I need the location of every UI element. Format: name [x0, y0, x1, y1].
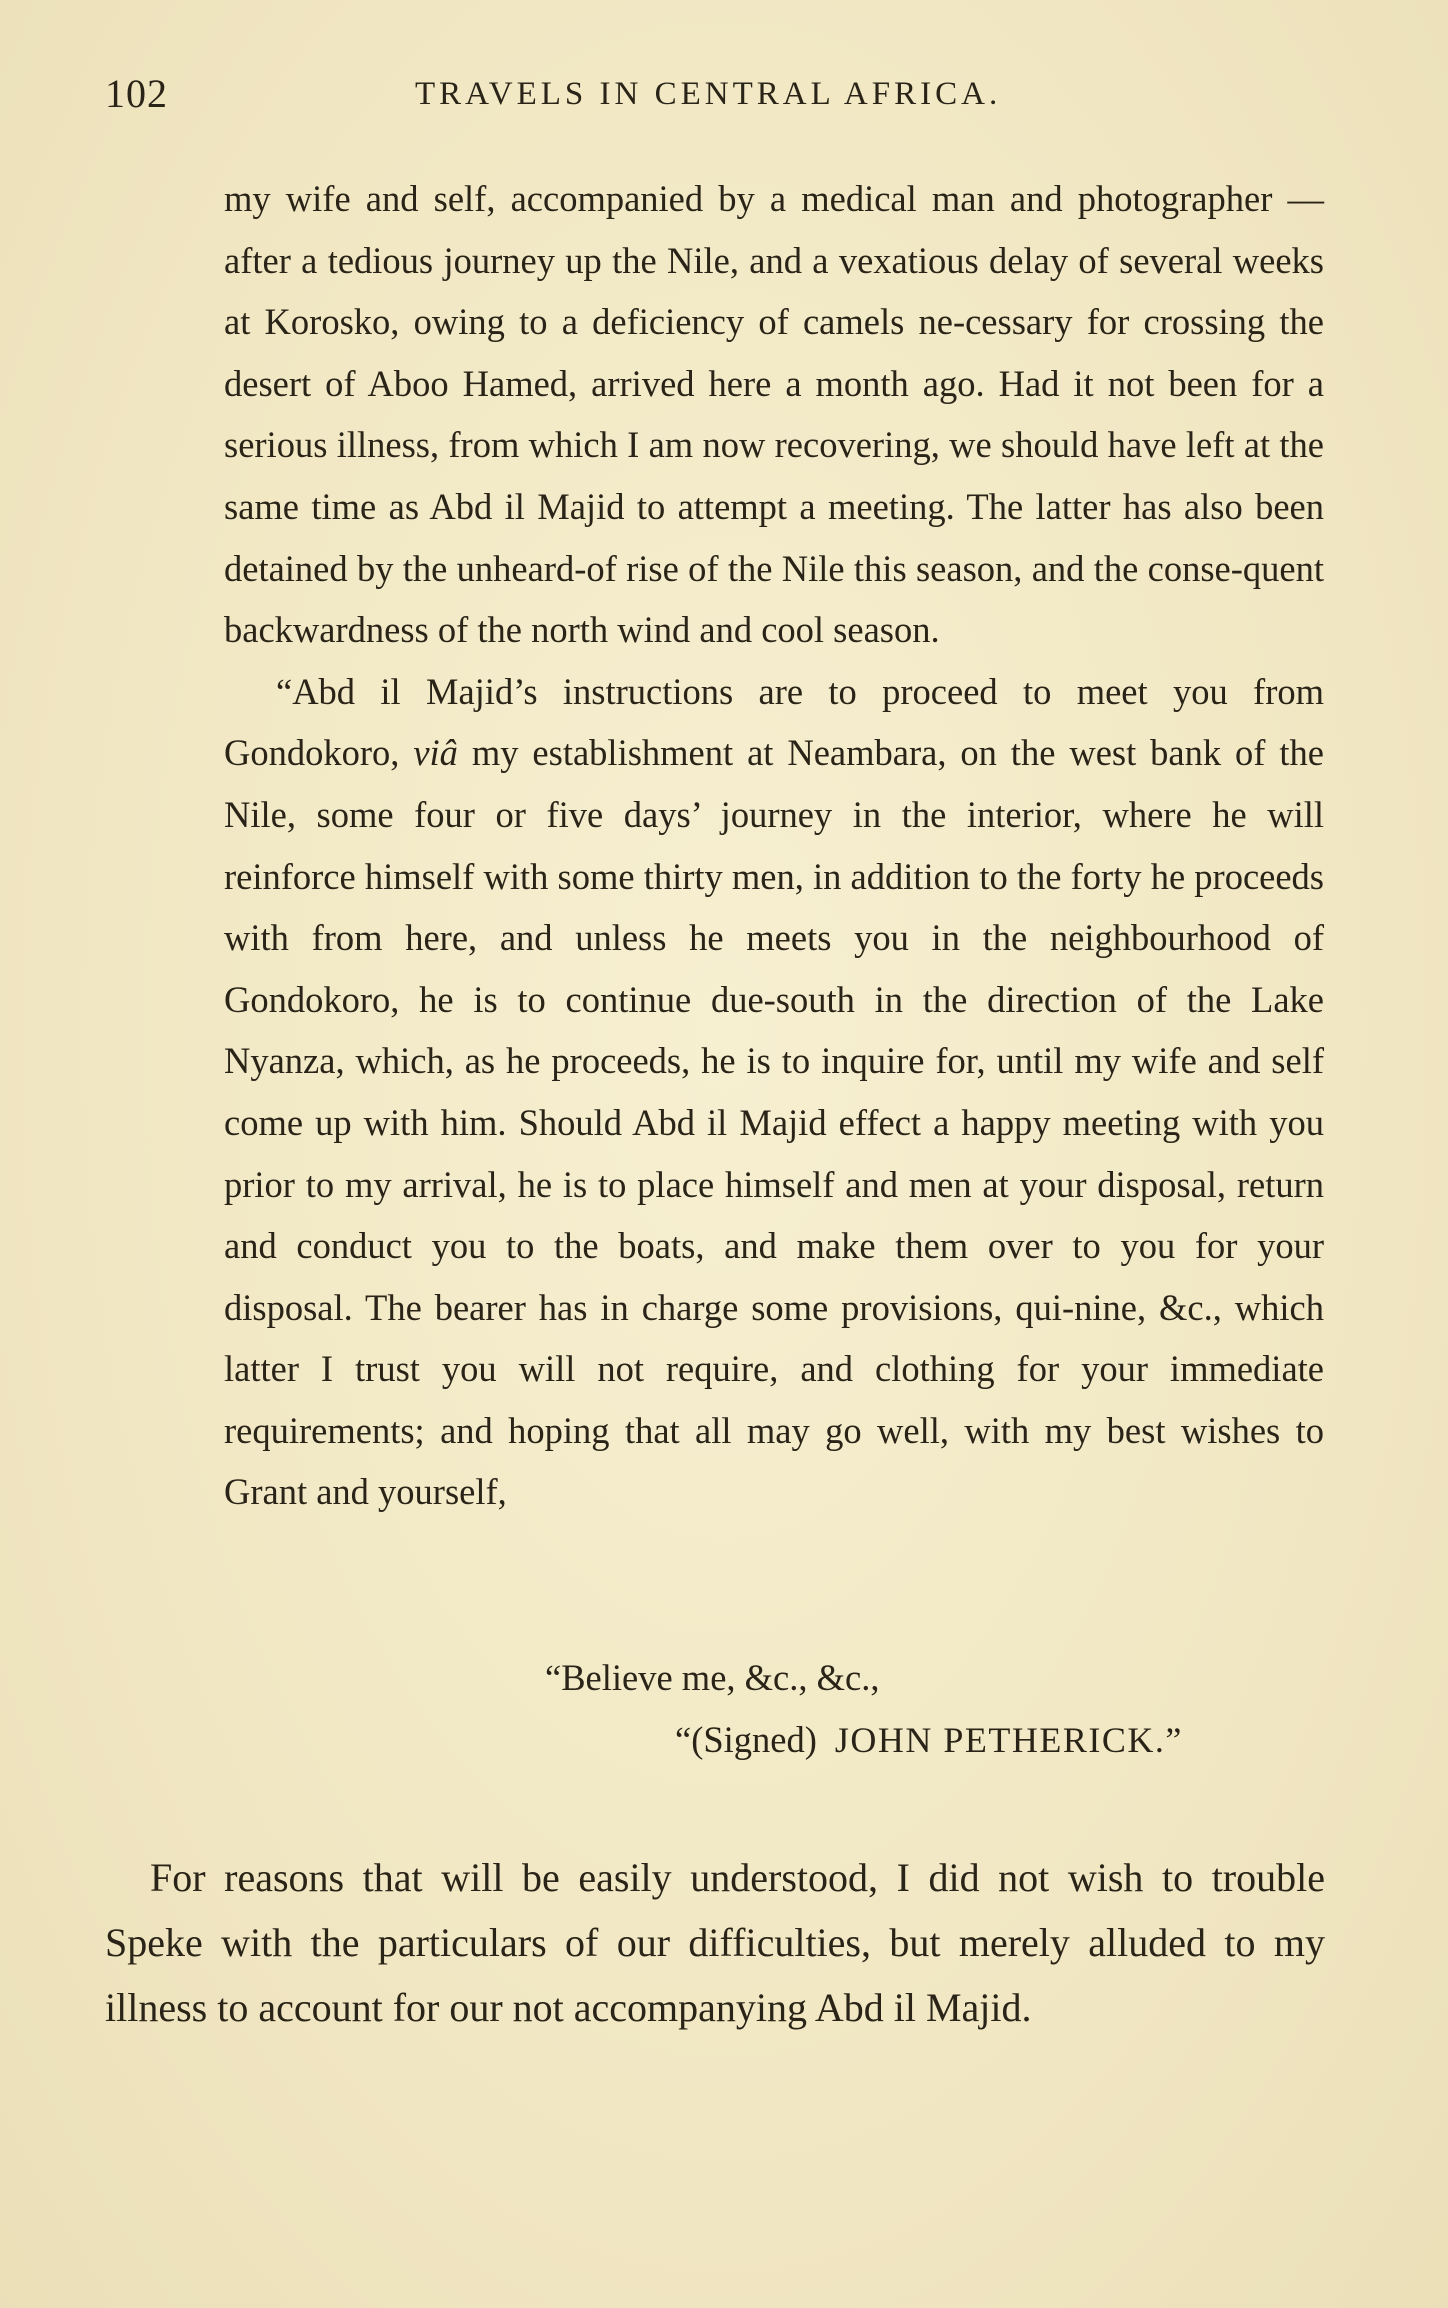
- letter-paragraph-2-rest: my establishment at Neambara, on the west bank of the Nile, some four or five days’ journey in the interior, where he will reinforce himself with some thirty men, in addition to the forty he proceeds with from here, and unless he meets you in the neighbourhood of Gondokoro, he is to continue due-south in the direction of the Lake Nyanza, which, as he proceeds, he is to inquire for, until my wife and self come up with him. Should Abd il Majid effect a happy meeting with you prior to my arrival, he is to place himself and men at your disposal, return and conduct you to the boats, and make them over to you for your disposal. The bearer has in charge some provisions, qui-nine, &c., which latter I trust you will not require, and clothing for your immediate requirements; and hoping that all may go well, with my best wishes to Grant and yourself,: [224, 732, 1324, 1513]
- page-number: 102: [105, 71, 168, 116]
- letter-closing: “Believe me, &c., &c.,: [545, 1657, 880, 1698]
- letter-paragraph-2-start: “Abd il Majid’s instructions are to proceed to meet you from Gondokoro,: [224, 670, 1324, 774]
- signed-label: “(Signed): [675, 1719, 817, 1760]
- signature-name: JOHN PETHERICK.”: [834, 1720, 1183, 1760]
- letter-signature: [675, 1709, 1183, 1771]
- italic-via: viâ: [413, 732, 458, 774]
- letter-paragraph-1: my wife and self, accompanied by a medical man and photographer —after a tedious journey up the Nile, and a vexatious delay of several weeks at Korosko, owing to a deficiency of camels ne-cessary for crossing the desert of Aboo Hamed, arrived here a month ago. Had it not been for a serious illness, from which I am now recovering, we should have left at the same time as Abd il Majid to attempt a meeting. The latter has also been detained by the unheard-of rise of the Nile this season, and the conse-quent backwardness of the north wind and cool season.: [224, 178, 1324, 651]
- narrative-paragraph: For reasons that will be easily understood, I did not wish to trouble Speke with the particulars of our difficulties, but merely alluded to my illness to account for our not accompanying Abd il Majid.: [105, 1855, 1325, 2030]
- running-title: TRAVELS IN CENTRAL AFRICA.: [415, 76, 1002, 112]
- page-header: [105, 70, 1345, 130]
- quoted-letter: [224, 168, 1324, 1523]
- letter-paragraph-2: [224, 661, 1324, 1523]
- narrative-text: [105, 1845, 1325, 2040]
